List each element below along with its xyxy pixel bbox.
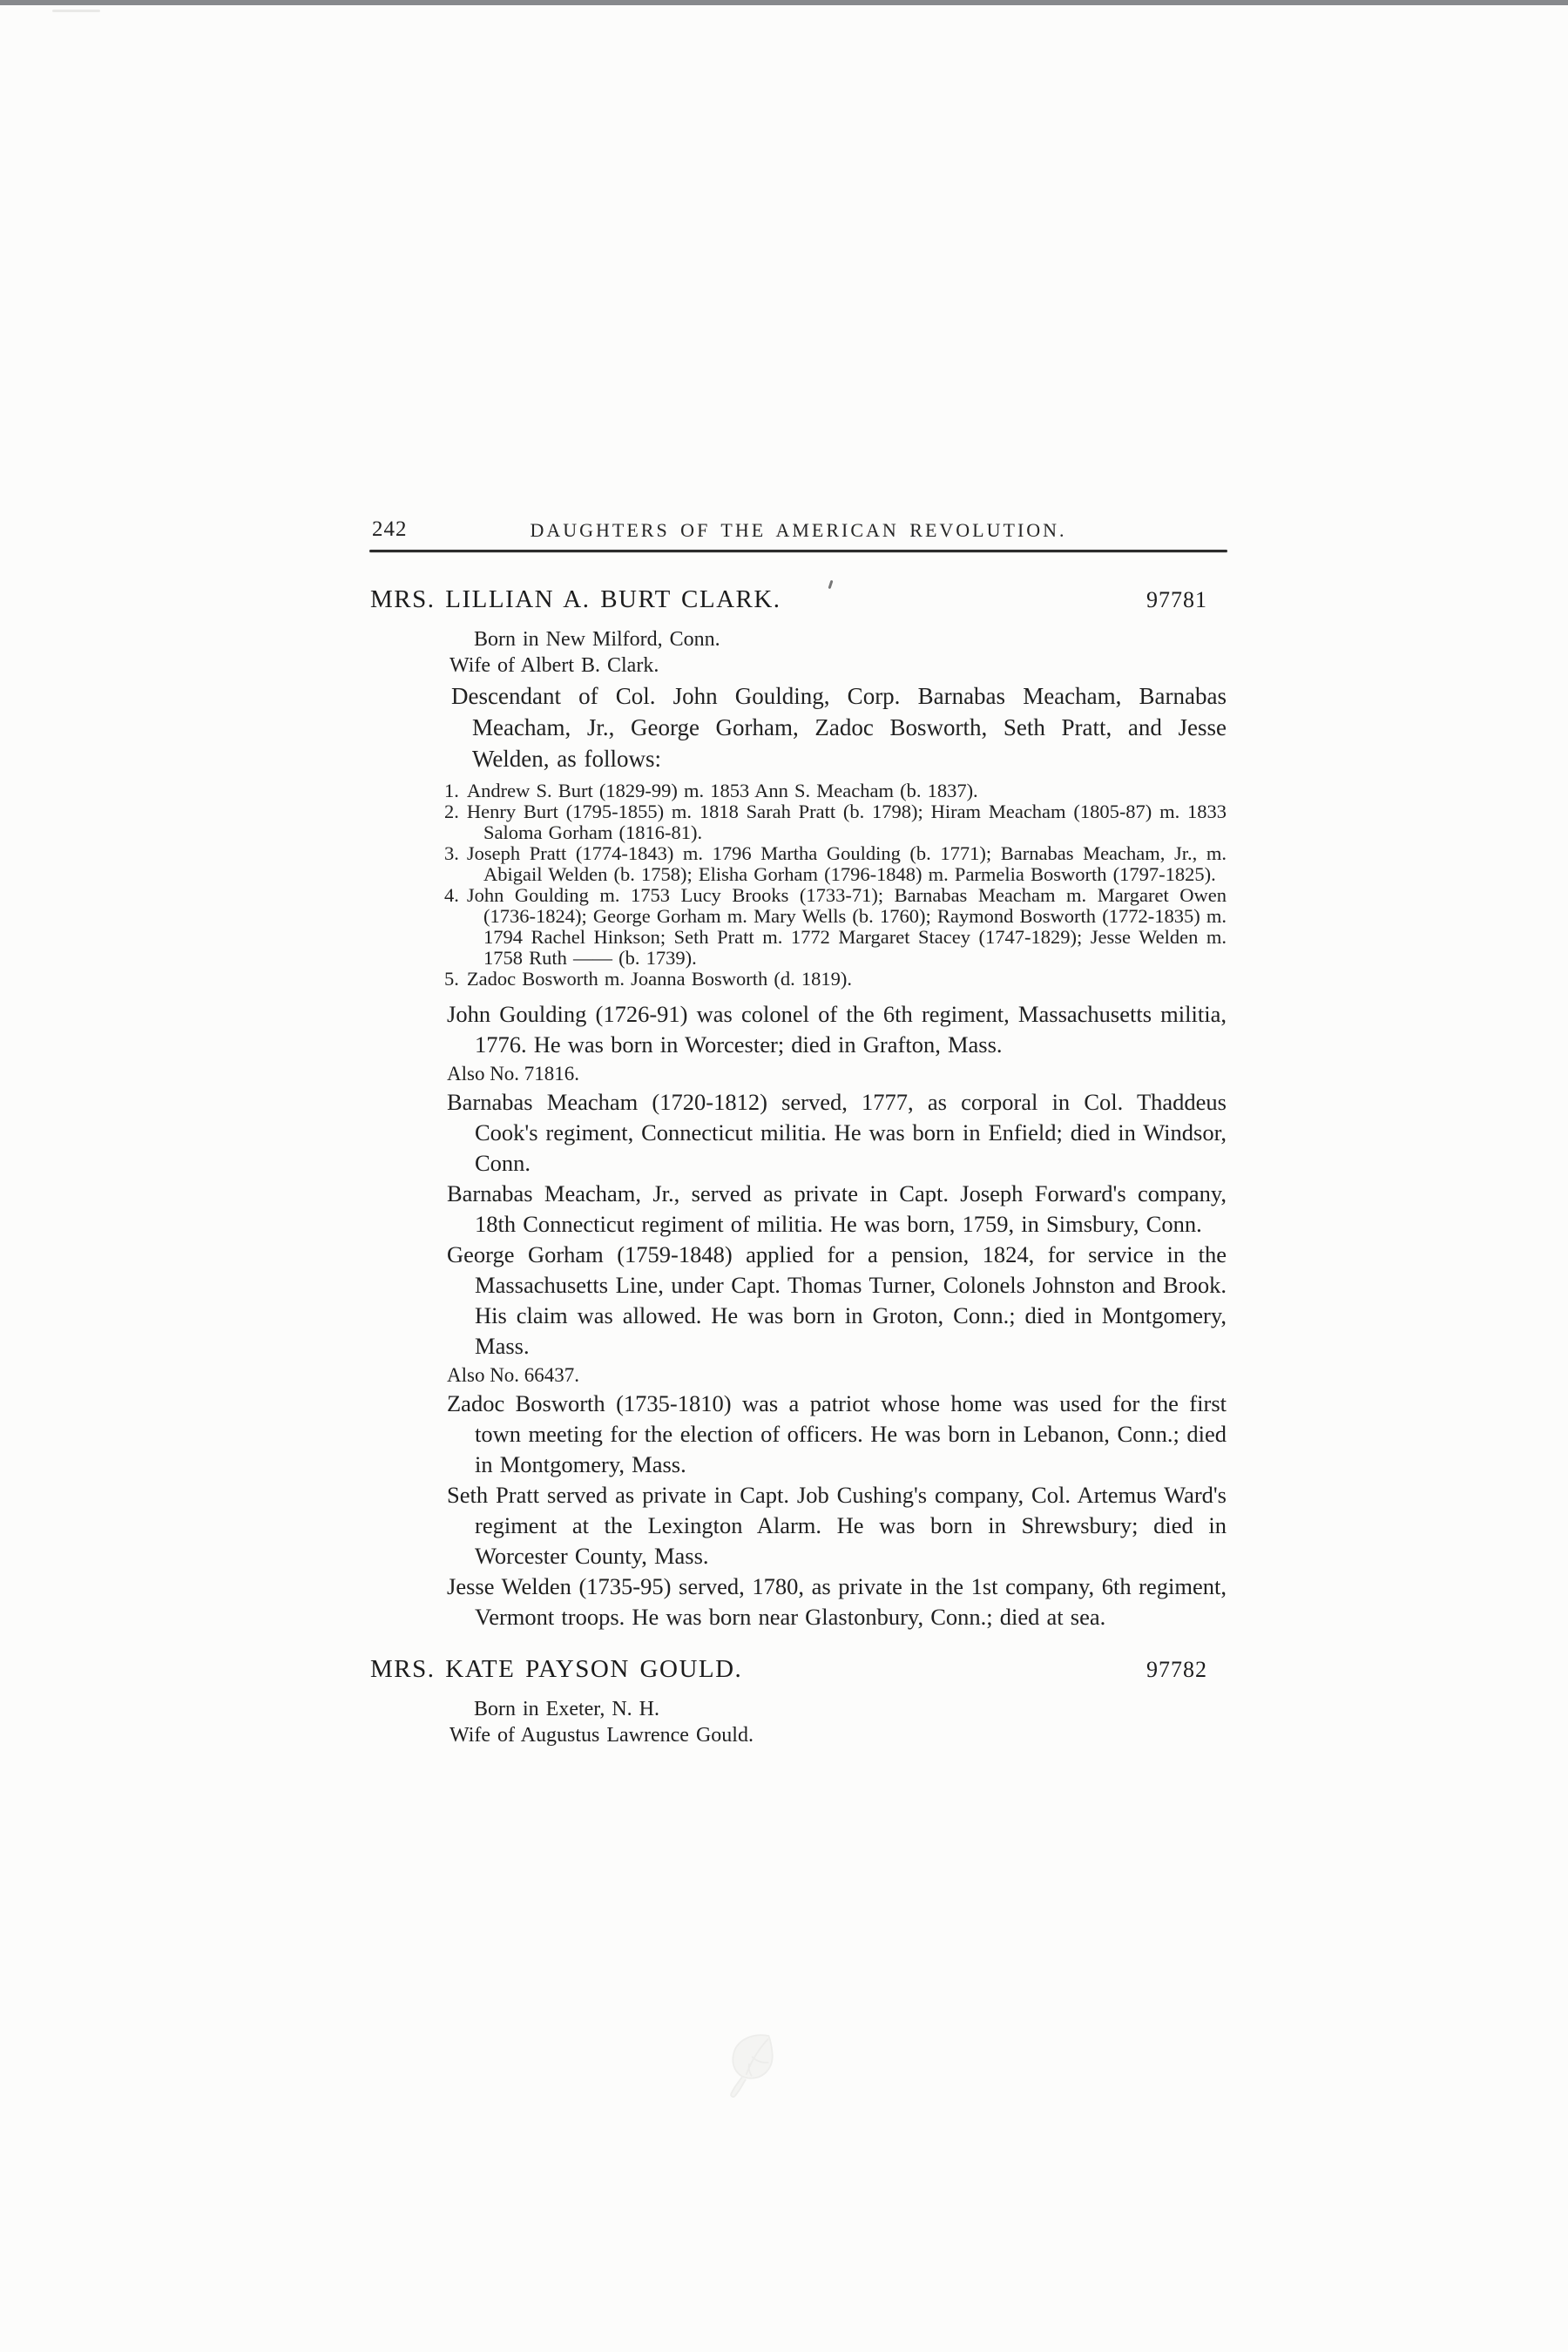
lineage-item	[370, 969, 1227, 990]
header-rule	[369, 550, 1227, 552]
service-paragraph: Zadoc Bosworth (1735-1810) was a patriot whose home was used for the first town meeting for the election of officers. He was born in Lebanon, Conn.; died in Montgomery, Mass.	[447, 1390, 1227, 1477]
scan-artifact-line	[52, 10, 100, 12]
service-paragraph: George Gorham (1759-1848) applied for a pension, 1824, for service in the Massachusetts Line, under Capt. Thomas Turner, Colonels Johnston and Brook. His claim was allowed. He was born in Groton, Conn.; died in Montgomery, Mass.	[447, 1241, 1227, 1359]
scan-artifact-mark	[828, 580, 834, 589]
also-note: Also No. 66437.	[447, 1364, 580, 1386]
lineage-item	[370, 885, 1227, 969]
entry-number: 97781	[1146, 587, 1207, 612]
scanner-edge-bar	[0, 0, 1568, 5]
entry-number: 97782	[1146, 1657, 1207, 1682]
page-content	[370, 585, 1227, 1748]
lineage-item-text: Henry Burt (1795-1855) m. 1818 Sarah Pratt (b. 1798); Hiram Meacham (1805-87) m. 1833 Saloma Gorham (1816-81).	[466, 801, 1227, 843]
entry-heading: MRS. LILLIAN A. BURT CLARK.	[370, 585, 781, 613]
birthplace-line: Born in New Milford, Conn.	[474, 628, 720, 651]
entry-heading-row	[370, 585, 1227, 614]
page-number: 242	[372, 517, 408, 541]
lineage-list	[370, 781, 1227, 990]
lineage-item	[370, 801, 1227, 843]
lineage-item-text: John Goulding m. 1753 Lucy Brooks (1733-71); Barnabas Meacham m. Margaret Owen (1736-1824); George Gorham m. Mary Wells (b. 1760); Raymond Bosworth (1772-1835) m. 1794 Rachel Hinkson; Seth Pratt m. 1772 Margaret Stacey (1747-1829); Jesse Welden m. 1758 Ruth —— (b. 1739).	[466, 884, 1227, 969]
lineage-item-number: 3.	[444, 842, 459, 864]
lineage-item-text: Zadoc Bosworth m. Joanna Bosworth (d. 1819).	[466, 968, 852, 990]
lineage-item-number: 1.	[444, 780, 459, 801]
leaf-watermark-icon	[713, 2023, 791, 2101]
service-paragraph: Seth Pratt served as private in Capt. Job Cushing's company, Col. Artemus Ward's regiment at the Lexington Alarm. He was born in Shrewsbury; died in Worcester County, Mass.	[447, 1482, 1227, 1569]
birthplace-line: Born in Exeter, N. H.	[474, 1698, 659, 1720]
service-paragraph: Jesse Welden (1735-95) served, 1780, as private in the 1st company, 6th regiment, Vermont troops. He was born near Glastonbury, Conn.; died at sea.	[447, 1573, 1227, 1630]
wife-line: Wife of Augustus Lawrence Gould.	[449, 1724, 754, 1747]
running-title: DAUGHTERS OF THE AMERICAN REVOLUTION.	[530, 519, 1067, 541]
lineage-item	[370, 781, 1227, 801]
lineage-item-text: Andrew S. Burt (1829-99) m. 1853 Ann S. Meacham (b. 1837).	[466, 780, 978, 801]
entry-gould	[370, 1655, 1227, 1748]
service-paragraph: Barnabas Meacham (1720-1812) served, 1777, as corporal in Col. Thaddeus Cook's regiment, Connecticut militia. He was born in Enfield; died in Windsor, Conn.	[447, 1089, 1227, 1176]
also-note: Also No. 71816.	[447, 1063, 580, 1085]
lineage-item-number: 4.	[444, 884, 459, 906]
service-records	[370, 999, 1227, 1632]
wife-line: Wife of Albert B. Clark.	[449, 654, 659, 677]
descendant-line: Descendant of Col. John Goulding, Corp. Barnabas Meacham, Barnabas Meacham, Jr., George Gorham, Zadoc Bosworth, Seth Pratt, and Jesse Welden, as follows:	[451, 683, 1227, 772]
lineage-item-number: 5.	[444, 968, 459, 990]
entry-clark	[370, 585, 1227, 1632]
entry-heading-row	[370, 1655, 1227, 1684]
lineage-item-text: Joseph Pratt (1774-1843) m. 1796 Martha Goulding (b. 1771); Barnabas Meacham, Jr., m. Abigail Welden (b. 1758); Elisha Gorham (1796-1848) m. Parmelia Bosworth (1797-1825).	[466, 842, 1227, 885]
lineage-item	[370, 843, 1227, 885]
entry-heading: MRS. KATE PAYSON GOULD.	[370, 1655, 743, 1683]
service-paragraph: John Goulding (1726-91) was colonel of the 6th regiment, Massachusetts militia, 1776. He was born in Worcester; died in Grafton, Mass.	[447, 1001, 1227, 1058]
service-paragraph: Barnabas Meacham, Jr., served as private in Capt. Joseph Forward's company, 18th Connecticut regiment of militia. He was born, 1759, in Simsbury, Conn.	[447, 1180, 1227, 1237]
page-header	[370, 516, 1227, 545]
lineage-item-number: 2.	[444, 801, 459, 822]
